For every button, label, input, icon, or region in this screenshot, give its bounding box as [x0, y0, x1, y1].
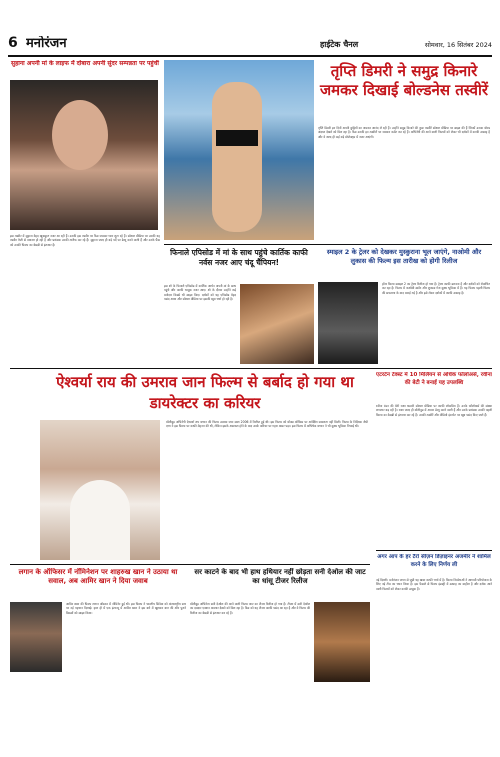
- feature-body: तृप्ति डिमरी इन दिनों अपनी छुट्टियों का जमकर आनंद ले रही हैं। उन्होंने समुद्र किनारे की कुछ तस्वीरें सोशल मीडिया पर साझा की हैं जिनमें उनका बोल्ड अंदाज देखने को मिल रहा है। फैंस उनकी इन तस्वीरों पर जमकर कमेंट कर रहे हैं। अभिनेत्री की आने वाली फिल्मों को लेकर भी दर्शकों में काफी उत्साह है और वे जल्द ही कई बड़े प्रोजेक्ट्स में नजर आएंगी।: [318, 126, 490, 139]
- award-photo: [40, 420, 160, 560]
- portrait-face-shape: [52, 100, 108, 170]
- tv-show-photo: [240, 284, 314, 364]
- brand-name: हाईटेक चैनल: [320, 40, 359, 49]
- masthead-rule: [8, 55, 492, 57]
- page-number: 6: [8, 36, 18, 51]
- aishwarya-body: बॉलीवुड अभिनेत्री ऐश्वर्या राय बच्चन की फिल्म उमराव जान साल 2006 में रिलीज हुई थी। इस फिल्म को बॉक्स ऑफिस पर अपेक्षित सफलता नहीं मिली। फिल्म के निर्देशक जेपी दत्ता ने इस फिल्म पर काफी मेहनत की थी, लेकिन इसके असफल होने के बाद उनके करियर पर गहरा असर पड़ा। इस फिल्म में अभिषेक बच्चन ने भी मुख्य भूमिका निभाई थी।: [166, 420, 368, 429]
- poster-photo: [314, 602, 370, 682]
- issue-date: सोमवार, 16 सितंबर 2024: [424, 41, 492, 49]
- section-title: मनोरंजन: [26, 36, 67, 51]
- right-column-headline: एंटरटेन टेक्स्ट में 10 मिलियन से अधिक फॉलोअर्स, रवीना की बेटी ने बनाई यह उपलब्धि: [376, 372, 492, 386]
- portrait-photo: [10, 80, 158, 230]
- feature-headline: तृप्ति डिमरी ने समुद्र किनारे जमकर दिखाई बोल्डनेस तस्वीरें: [320, 62, 488, 99]
- beach-photo: [164, 60, 314, 240]
- smile-headline: स्माइल 2 के ट्रेलर को देखकर मुस्कुराना भूल जाएंगे, नाओमी और लुकास की फिल्म इस तारीख को होगी रिलीज: [326, 248, 482, 265]
- row-divider-2: [10, 368, 492, 369]
- aishwarya-headline: ऐश्वर्या राय की उमराव जान फिल्म से बर्बाद हो गया था डायरेक्टर का करियर: [56, 373, 354, 412]
- masthead: [8, 34, 492, 54]
- swimwear-shape: [216, 130, 258, 146]
- smile-body: हॉरर फिल्म स्माइल 2 का ट्रेलर रिलीज हो गया है। ट्रेलर काफी डरावना है और दर्शकों को रोमांचित कर रहा है। फिल्म में नाओमी स्कॉट और लुकास गेज मुख्य भूमिका में हैं। यह फिल्म पहली फिल्म की सफलता के बाद बनाई गई है और इसे लेकर दर्शकों में काफी उत्साह है।: [382, 282, 490, 295]
- right-bottom-body: नई दिल्ली। मनोरंजन जगत से जुड़ी यह खबर काफी चर्चा में है। फिल्म निर्माताओं ने आगामी परियोजना के लिए नई टीम का चयन किया है। इस फैसले से फिल्म इंडस्ट्री में उत्साह का माहौल है और दर्शक आने वाली फिल्मों को लेकर काफी उत्सुक हैं।: [376, 578, 492, 591]
- actor-photo: [10, 602, 62, 672]
- sunny-headline: सर काटने के बाद भी हाथ हथियार नहीं छोड़ता सनी देओल की जाट का धांसू टीजर रिलीज: [194, 568, 366, 585]
- right-column-divider: [376, 550, 492, 551]
- gown-shape: [70, 480, 130, 560]
- right-column-body: रवीना टंडन की बेटी राशा थडानी सोशल मीडिया पर काफी लोकप्रिय हैं। उनके फॉलोअर्स की संख्या लगातार बढ़ रही है। राशा जल्द ही बॉलीवुड में अपना डेब्यू करने वाली हैं और उनके प्रशंसक उनकी पहली फिल्म का बेसब्री से इंतजार कर रहे हैं। उनकी तस्वीरें और वीडियो इंटरनेट पर खूब पसंद किए जाते हैं।: [376, 404, 492, 417]
- right-bottom-headline: अगर आप के हर टैरो सीज़न डिज़ाइनर अजमीर ने शामिल करने के लिए निर्णय ली: [377, 554, 491, 568]
- top-left-body: इस तस्वीर में सुहाना बेहद खूबसूरत नजर आ रही हैं। उनकी इस तस्वीर पर फैंस जमकर प्यार लुटा रहे हैं। सोशल मीडिया पर उनकी यह तस्वीर तेजी से वायरल हो रही है और प्रशंसक उनकी तारीफ कर रहे हैं। सुहाना जल्द ही बड़े पर्दे पर डेब्यू करने वाली हैं और उनके फैंस को उनकी फिल्म का बेसब्री से इंतजार है।: [10, 234, 160, 247]
- figure-shape: [212, 82, 262, 232]
- row-divider-1: [164, 244, 492, 245]
- aamir-body: आमिर खान की फिल्म लगान ऑस्कर में नॉमिनेट हुई थी। इस फिल्म ने भारतीय सिनेमा को अंतरराष्ट्रीय स्तर पर नई पहचान दिलाई। हाल ही में एक इंटरव्यू में आमिर खान ने इस बारे में खुलकर बात की और पुराने किस्सों को साझा किया।: [66, 602, 186, 615]
- kartik-body: इस शो के फिनाले एपिसोड में कार्तिक आर्यन अपनी मां के साथ पहुंचे और काफी भावुक नजर आए। शो के दौरान उन्होंने कई मजेदार किस्से भी साझा किए। दर्शकों को यह एपिसोड बेहद पसंद आया और सोशल मीडिया पर इसकी खूब चर्चा हो रही है।: [164, 284, 236, 301]
- film-still-photo: [318, 282, 378, 364]
- top-left-headline: सुहाना अपनी मां के लाइफ में दोबारा अपनी सुंदर सम्पन्नता पर पहुंचीं: [11, 60, 159, 67]
- row-divider-3: [10, 564, 370, 565]
- sunny-body: बॉलीवुड अभिनेता सनी देओल की आने वाली फिल्म जाट का टीजर रिलीज हो गया है। टीजर में सनी देओल का दमदार एक्शन अवतार देखने को मिल रहा है। फैंस को यह टीजर काफी पसंद आ रहा है और वे फिल्म की रिलीज का बेसब्री से इंतजार कर रहे हैं।: [190, 602, 310, 615]
- kartik-headline: फिनाले एपिसोड में मां के साथ पहुंचे कार्तिक काफी नर्वस नजर आए चंदू चैंपियन!: [170, 248, 308, 267]
- aamir-headline: लगान के ऑफिसर में नॉमिनेशन पर शाहरुख खान ने उठाया था सवाल, अब आमिर खान ने दिया जवाब: [18, 568, 178, 585]
